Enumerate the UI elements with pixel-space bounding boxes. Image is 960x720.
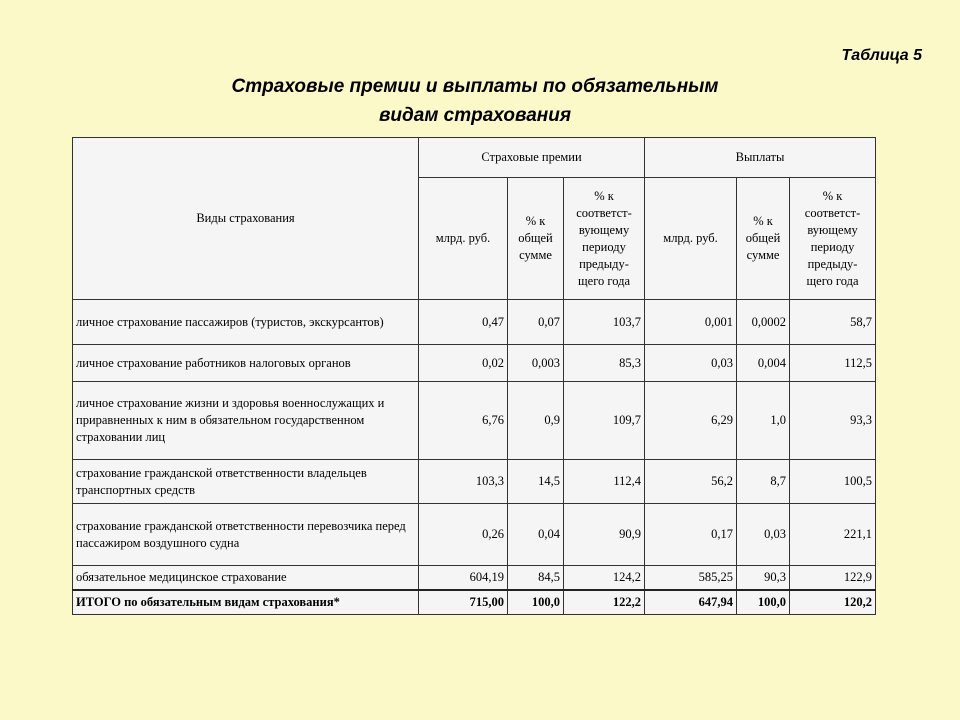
- row-name: личное страхование жизни и здоровья военнослужащих и приравненных к ним в обязательном государственном страховании лиц: [73, 382, 419, 460]
- total-payout-share: 100,0: [737, 590, 790, 615]
- payout-pct: 112,5: [790, 345, 876, 382]
- table-row: [73, 460, 876, 504]
- table-row: [73, 300, 876, 345]
- payout-amount: 0,17: [645, 504, 737, 566]
- header-payouts-share: [737, 178, 790, 300]
- premium-amount: 103,3: [419, 460, 508, 504]
- header-share-line: % к: [753, 214, 773, 228]
- premium-share: 0,04: [508, 504, 564, 566]
- page-title: [180, 72, 770, 130]
- total-payout-pct: 120,2: [790, 590, 876, 615]
- payout-pct: 58,7: [790, 300, 876, 345]
- insurance-table: [72, 137, 876, 615]
- premium-amount: 604,19: [419, 566, 508, 590]
- row-name: личное страхование работников налоговых органов: [73, 345, 419, 382]
- table-row: [73, 504, 876, 566]
- header-period-line: щего года: [806, 273, 859, 288]
- header-period-line: щего года: [578, 273, 630, 288]
- header-period-line: вующему: [578, 222, 630, 237]
- payout-share: 90,3: [737, 566, 790, 590]
- header-premiums: Страховые премии: [419, 138, 645, 178]
- header-period-line: предыду-: [579, 256, 629, 271]
- header-payouts-amount: млрд. руб.: [645, 178, 737, 300]
- header-premiums-amount: млрд. руб.: [419, 178, 508, 300]
- header-share-line: общей: [518, 231, 553, 245]
- total-premium-amount: 715,00: [419, 590, 508, 615]
- payout-pct: 221,1: [790, 504, 876, 566]
- header-premiums-share: [508, 178, 564, 300]
- payout-share: 1,0: [737, 382, 790, 460]
- total-payout-amount: 647,94: [645, 590, 737, 615]
- premium-share: 0,9: [508, 382, 564, 460]
- payout-share: 0,03: [737, 504, 790, 566]
- payout-share: 8,7: [737, 460, 790, 504]
- payout-share: 0,0002: [737, 300, 790, 345]
- table-row: [73, 345, 876, 382]
- premium-share: 14,5: [508, 460, 564, 504]
- row-name: страхование гражданской ответственности владельцев транспортных средств: [73, 460, 419, 504]
- total-row: [73, 590, 876, 615]
- header-payouts: Выплаты: [645, 138, 876, 178]
- premium-share: 84,5: [508, 566, 564, 590]
- premium-pct: 124,2: [564, 566, 645, 590]
- premium-pct: 85,3: [564, 345, 645, 382]
- premium-amount: 6,76: [419, 382, 508, 460]
- insurance-table-container: [72, 137, 875, 614]
- header-types: Виды страхования: [73, 138, 419, 300]
- payout-pct: 100,5: [790, 460, 876, 504]
- payout-amount: 585,25: [645, 566, 737, 590]
- total-premium-pct: 122,2: [564, 590, 645, 615]
- payout-pct: 122,9: [790, 566, 876, 590]
- title-line-1: Страховые премии и выплаты по обязательным: [231, 76, 719, 97]
- total-name: ИТОГО по обязательным видам страхования*: [73, 590, 419, 615]
- premium-pct: 103,7: [564, 300, 645, 345]
- premium-amount: 0,47: [419, 300, 508, 345]
- header-share-line: общей: [745, 231, 781, 245]
- header-period-line: периоду: [810, 239, 855, 254]
- header-period-line: % к: [822, 188, 843, 203]
- payout-amount: 6,29: [645, 382, 737, 460]
- row-name: обязательное медицинское страхование: [73, 566, 419, 590]
- header-share-line: сумме: [519, 248, 552, 262]
- payout-amount: 56,2: [645, 460, 737, 504]
- header-period-line: соответст-: [576, 205, 632, 220]
- table-number: Таблица 5: [841, 47, 922, 64]
- title-line-2: видам страхования: [378, 105, 572, 126]
- header-period-line: периоду: [582, 239, 626, 254]
- payout-amount: 0,001: [645, 300, 737, 345]
- premium-pct: 112,4: [564, 460, 645, 504]
- header-period-line: соответст-: [804, 205, 861, 220]
- row-name: личное страхование пассажиров (туристов, экскурсантов): [73, 300, 419, 345]
- header-share-line: сумме: [746, 248, 780, 262]
- header-period-line: вующему: [807, 222, 858, 237]
- premium-share: 0,003: [508, 345, 564, 382]
- row-name: страхование гражданской ответственности перевозчика перед пассажиром воздушного судна: [73, 504, 419, 566]
- payout-share: 0,004: [737, 345, 790, 382]
- header-premiums-period: [564, 178, 645, 300]
- table-row: [73, 566, 876, 590]
- total-premium-share: 100,0: [508, 590, 564, 615]
- table-row: [73, 382, 876, 460]
- payout-pct: 93,3: [790, 382, 876, 460]
- premium-pct: 90,9: [564, 504, 645, 566]
- premium-share: 0,07: [508, 300, 564, 345]
- header-share-line: % к: [525, 214, 546, 228]
- premium-pct: 109,7: [564, 382, 645, 460]
- premium-amount: 0,02: [419, 345, 508, 382]
- header-period-line: предыду-: [807, 256, 858, 271]
- payout-amount: 0,03: [645, 345, 737, 382]
- header-period-line: % к: [594, 188, 614, 203]
- premium-amount: 0,26: [419, 504, 508, 566]
- header-payouts-period: [790, 178, 876, 300]
